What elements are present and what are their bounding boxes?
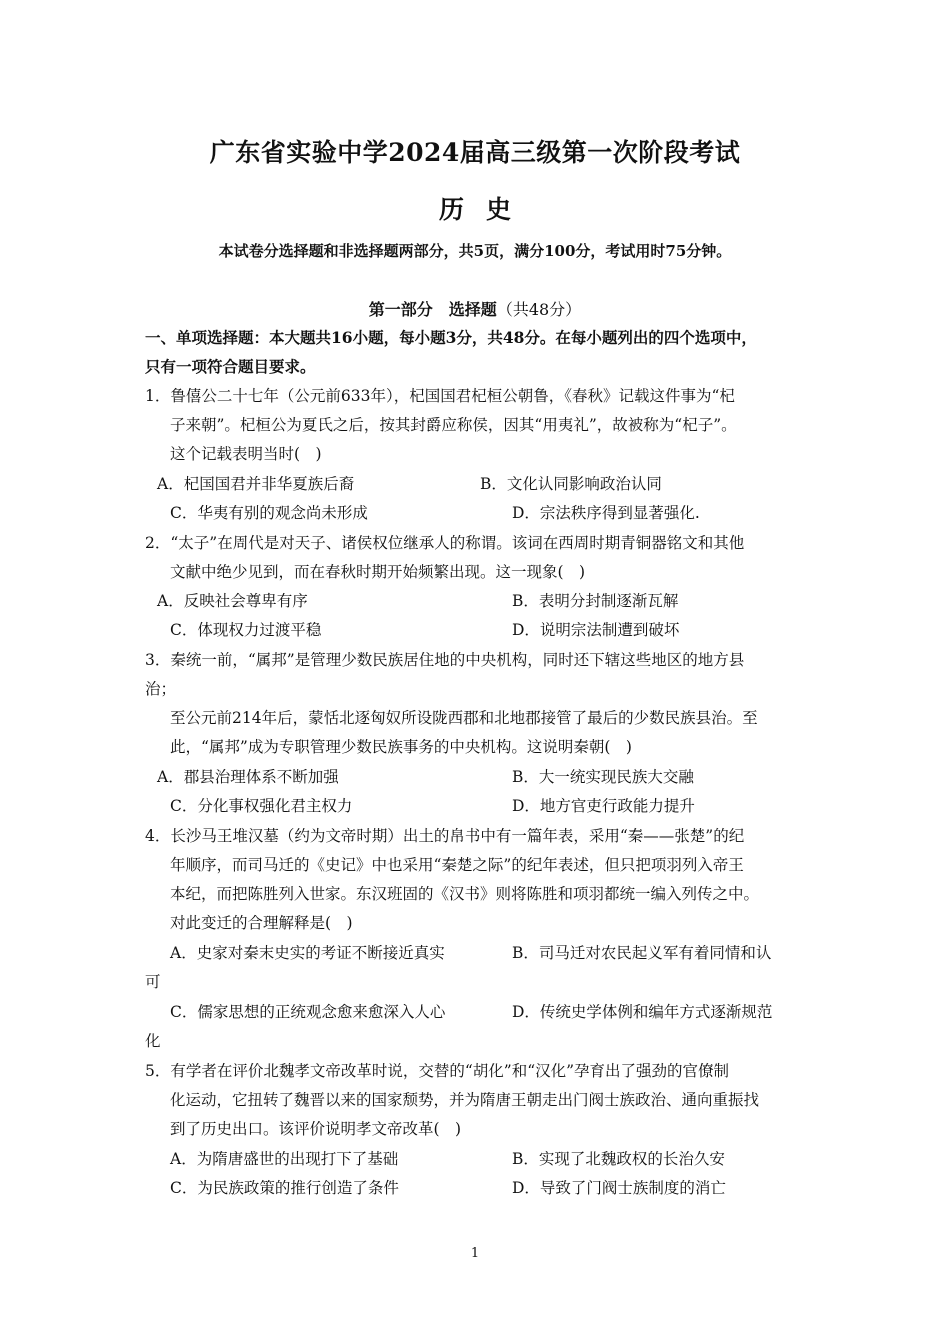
q4-option-b-wrap: 可 (145, 973, 161, 991)
q1-option-d: D．宗法秩序得到显著强化. (512, 504, 700, 522)
q3-option-d: D．地方官吏行政能力提升 (512, 797, 695, 815)
q5-stem-line1: 5．有学者在评价北魏孝文帝改革时说，交替的“胡化”和“汉化”孕育出了强劲的官僚制 (145, 1062, 730, 1080)
q4-option-d: D．传统史学体例和编年方式逐渐规范 (512, 1003, 773, 1021)
q3-stem-line2: 治； (145, 680, 177, 698)
q5-option-b: B．实现了北魏政权的长治久安 (512, 1150, 725, 1168)
q2-option-a: A．反映社会尊卑有序 (157, 592, 308, 610)
part1-score: （共48分） (496, 300, 582, 319)
exam-title: 广东省实验中学2024届高三级第一次阶段考试 (209, 138, 741, 167)
q5-stem-line3: 到了历史出口。该评价说明孝文帝改革( ) (170, 1120, 462, 1138)
q1-stem-line2: 子来朝”。杞桓公为夏氏之后，按其封爵应称侯，因其“用夷礼”，故被称为“杞子”。 (170, 416, 737, 434)
q1-option-b: B．文化认同影响政治认同 (480, 475, 662, 493)
subject-title: 历史 (438, 195, 533, 224)
q3-stem-line3: 至公元前214年后，蒙恬北逐匈奴所设陇西郡和北地郡接管了最后的少数民族县治。至 (170, 709, 758, 727)
q4-stem-line3: 本纪，而把陈胜列入世家。东汉班固的《汉书》则将陈胜和项羽都统一编入列传之中。 (170, 885, 760, 903)
q1-stem-line1: 1．鲁僖公二十七年（公元前633年），杞国国君杞桓公朝鲁，《春秋》记载这件事为“杞 (145, 387, 735, 405)
q4-stem-line4: 对此变迁的合理解释是( ) (170, 914, 353, 932)
q3-option-b: B．大一统实现民族大交融 (512, 768, 694, 786)
part1-heading (0, 297, 950, 320)
q2-option-c: C．体现权力过渡平稳 (170, 621, 322, 639)
part1-title: 第一部分 选择题 (368, 300, 497, 319)
q4-stem-line2: 年顺序，而司马迁的《史记》中也采用“秦楚之际”的纪年表述，但只把项羽列入帝王 (170, 856, 744, 874)
exam-note: 本试卷分选择题和非选择题两部分，共5页，满分100分，考试用时75分钟。 (218, 242, 732, 260)
q3-option-a: A．郡县治理体系不断加强 (157, 768, 339, 786)
q5-option-d: D．导致了门阀士族制度的消亡 (512, 1179, 726, 1197)
q1-stem-line3: 这个记载表明当时( ) (170, 445, 322, 463)
section-instruction-line1: 一、单项选择题：本大题共16小题，每小题3分，共48分。在每小题列出的四个选项中， (145, 328, 757, 347)
q3-option-c: C．分化事权强化君主权力 (170, 797, 353, 815)
q4-option-b: B．司马迁对农民起义军有着同情和认 (512, 944, 772, 962)
q1-option-c: C．华夷有别的观念尚未形成 (170, 504, 368, 522)
q1-option-a: A．杞国国君并非华夏族后裔 (157, 475, 355, 493)
q5-option-a: A．为隋唐盛世的出现打下了基础 (170, 1150, 399, 1168)
page-number: 1 (470, 1246, 480, 1261)
q2-stem-line2: 文献中绝少见到，而在春秋时期开始频繁出现。这一现象( ) (170, 563, 586, 581)
q4-option-d-wrap: 化 (145, 1032, 161, 1050)
q2-option-b: B．表明分封制逐渐瓦解 (512, 592, 679, 610)
q4-option-a: A．史家对秦末史实的考证不断接近真实 (170, 944, 445, 962)
q4-option-c: C．儒家思想的正统观念愈来愈深入人心 (170, 1003, 446, 1021)
q5-stem-line2: 化运动，它扭转了魏晋以来的国家颓势，并为隋唐王朝走出门阀士族政治、通向重振找 (170, 1091, 760, 1109)
q2-option-d: D．说明宗法制遭到破坏 (512, 621, 680, 639)
section-instruction-line2: 只有一项符合题目要求。 (145, 357, 316, 376)
q3-stem-line1: 3．秦统一前，“属邦”是管理少数民族居住地的中央机构，同时还下辖这些地区的地方县 (145, 651, 745, 669)
q4-stem-line1: 4．长沙马王堆汉墓（约为文帝时期）出土的帛书中有一篇年表，采用“秦——张楚”的纪 (145, 827, 745, 845)
q5-option-c: C．为民族政策的推行创造了条件 (170, 1179, 399, 1197)
q2-stem-line1: 2．“太子”在周代是对天子、诸侯权位继承人的称谓。该词在西周时期青铜器铭文和其他 (145, 534, 745, 552)
q3-stem-line4: 此，“属邦”成为专职管理少数民族事务的中央机构。这说明秦朝( ) (170, 738, 632, 756)
